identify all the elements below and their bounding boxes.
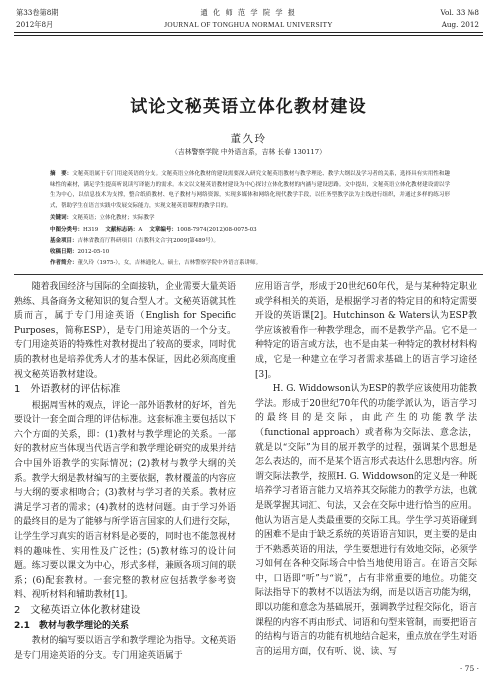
header-date: 2012年8月: [16, 20, 54, 29]
fund-project: [50, 236, 450, 247]
journal-name: [120, 7, 377, 31]
keywords: [50, 213, 450, 224]
clc-label: 中图分类号：: [50, 227, 84, 233]
subsection-2-1-paragraph: 教材的编写要以语言学和教学理论为指导。文秘英语是专门用途英语的分支。专门用途英语属于: [14, 636, 236, 662]
intro-paragraph: 随着我国经济与国际的全面接轨，企业需要大量英语熟练、具备商务文秘知识的复合型人才。文秘英语就其性质而言，属于专门用途英语（English for Specific Purposes，简称ESP），是专门用途英语的一个分支。专门用途英语的特殊性对教材提出了较高的要求，同时优质的教材也是培养优秀人才的基本保证，因此必须高度重视文秘英语教材建设。: [14, 282, 236, 380]
header-rule-thick: [14, 32, 483, 33]
keywords-label: 关键词：: [50, 215, 73, 221]
author-bio-text: 董久玲（1975-），女，吉林通化人，硕士，吉林警察学院中外语言系讲师。: [77, 260, 262, 266]
body-separator: [14, 274, 483, 275]
article-author: 董久玲: [230, 133, 267, 145]
body-right-column: [255, 280, 477, 659]
right-paragraph-2: H. G. Widdowson认为ESP的教学应该使用功能教学法。形成于20世纪70年代的功能学派认为，语言学习的最终目的是交际，由此产生的功能教学法（functional approach）或者称为交际法、意念法，就是以“交际”为目的展开教学的过程，强调某个思想是怎么表达的，而不是某个语言形式表达什么思想内容。所谓交际法教学，按照H. G. Widdowson的定义是一种既培养学习者语言能力又培养其交际能力的教学方法，也就是既掌握其词汇、句法，又会在交际中进行恰当的应用。他认为语言是人类最重要的交际工具。学生学习英语碰到的困难不是由于缺乏系统的英语语言知识，更主要的是由于不熟悉英语的用法，学生要想进行有效地交际，必须学习如何在各种交际场合中恰当地使用语言。在语言交际中，口语即“听”与“说”，占有非常重要的地位。功能交际法指导下的教材不以语法为纲，而是以语言功能为纲，即以功能和意念为基础展开，强调教学过程交际化，语言课程的内容不再由形式、词语和句型来管制，而要把语言的结构与语言的功能有机地结合起来，重点放在学生对语言的运用方面，仅有听、说、读、写: [255, 384, 477, 657]
journal-vol-en: [440, 7, 479, 31]
journal-volume-issue: [16, 7, 58, 31]
journal-name-en: JOURNAL OF TONGHUA NORMAL UNIVERSITY: [164, 21, 333, 29]
fund-text: 吉林省教育厅科研项目（吉教科文合字[2009]第489号）。: [77, 238, 220, 244]
author-bio: [50, 258, 450, 269]
received-date: [50, 247, 450, 258]
journal-name-cn: 通 化 师 范 学 院 学 报: [200, 8, 297, 17]
article-title: 试论文秘英语立体化教材建设: [130, 97, 367, 117]
header-rule-thin: [14, 35, 483, 36]
author-bio-label: 作者简介：: [50, 260, 78, 266]
page-number: · 75 ·: [459, 664, 479, 673]
right-paragraph-1: 应用语言学，形成于20世纪60年代，是与某种特定职业或学科相关的英语，是根据学习者的特定目的和特定需要开设的英语课[2]。Hutchinson & Waters认为ESP教学应该被看作一种教学理念，而不是教学产品。它不是一种特定的语言或方法，也不是由某一种特定的教材材料构成，它是一种建立在学习者需求基础上的语言学习途径[3]。: [255, 282, 477, 380]
article-no-value: 1008-7974(2012)08-0075-03: [176, 227, 257, 233]
abstract-label: 摘 要：: [50, 171, 73, 177]
subsection-heading-2-1: 2.1 教材与教学理论的关系: [14, 621, 129, 632]
doc-code-label: 文献标志码：: [105, 227, 139, 233]
header-date-en: Aug. 2012: [441, 20, 479, 29]
header-vol-en: Vol. 33 №8: [440, 8, 479, 17]
clc-value: H319: [83, 227, 99, 233]
body-left-column: [14, 280, 236, 664]
doc-code-value: A: [138, 227, 143, 233]
fund-label: 基金项目：: [50, 238, 78, 244]
article-no-label: 文章编号：: [149, 227, 177, 233]
abstract-text: 文秘英语属于专门用途英语的分支。文秘英语立体化教材的建设需要深入研究文秘英语教材与教学理论、教学大纲以及学习者的关系，选择具有实用性和趣味性的素材，满足学生提高听说读写译能力的需求。本文以文秘英语教材建设为中心探讨立体化教材的内涵与建设思路。文中提出，文秘英语立体化教材建设需以学生为中心，以信息技术为支撑，整合纸质教材、电子教材与网络资源，实现多媒体和网络化现代教学手段，以任务型教学法为主线进行组织，并通过多样的练习形式，帮助学生在语言实践中发展交际能力，实现文秘英语课程的教学目的。: [50, 171, 450, 209]
header-volume: 第33卷第8期: [16, 8, 59, 17]
author-affiliation: （吉林警察学院 中外语言系，吉林 长春 130117）: [171, 148, 326, 156]
section-heading-2: 2 文秘英语立体化教材建设: [14, 604, 141, 616]
section-heading-1: 1 外语教材的评估标准: [14, 384, 121, 396]
received-text: 2012-05-10: [77, 249, 110, 255]
keywords-text: 文秘英语；立体化教材；实际教学: [72, 215, 155, 221]
section-1-paragraph: 根据周雪林的观点，评论一部外语教材的好坏，首先要设计一套全面合理的评估标准。这套标准主要包括以下六个方面的关系，即：(1)教材与教学理论的关系。一部好的教材应当体现当代语言学和教学理论研究的成果并结合中国外语教学的实际情况；(2)教材与教学大纲的关系。教学大纲是教材编写的主要依据，教材覆盖的内容应与大纲的要求相吻合；(3)教材与学习者的关系。教材应满足学习者的需求；(4)教材的选材问题。由于学习外语的最终目的是为了能够与所学语言国家的人们进行交际，让学生学习真实的语言材料是必要的，同时也不能忽视材料的趣味性、实用性及广泛性；(5)教材练习的设计问题。练习要以课文为中心，形式多样，兼顾各项习间的联系；(6)配套教材。一套完整的教材应包括教学参考资料、视听材料和辅助教材[1]。: [14, 400, 236, 601]
abstract: [50, 169, 450, 211]
classification-codes: [50, 225, 450, 236]
received-label: 收稿日期：: [50, 249, 78, 255]
